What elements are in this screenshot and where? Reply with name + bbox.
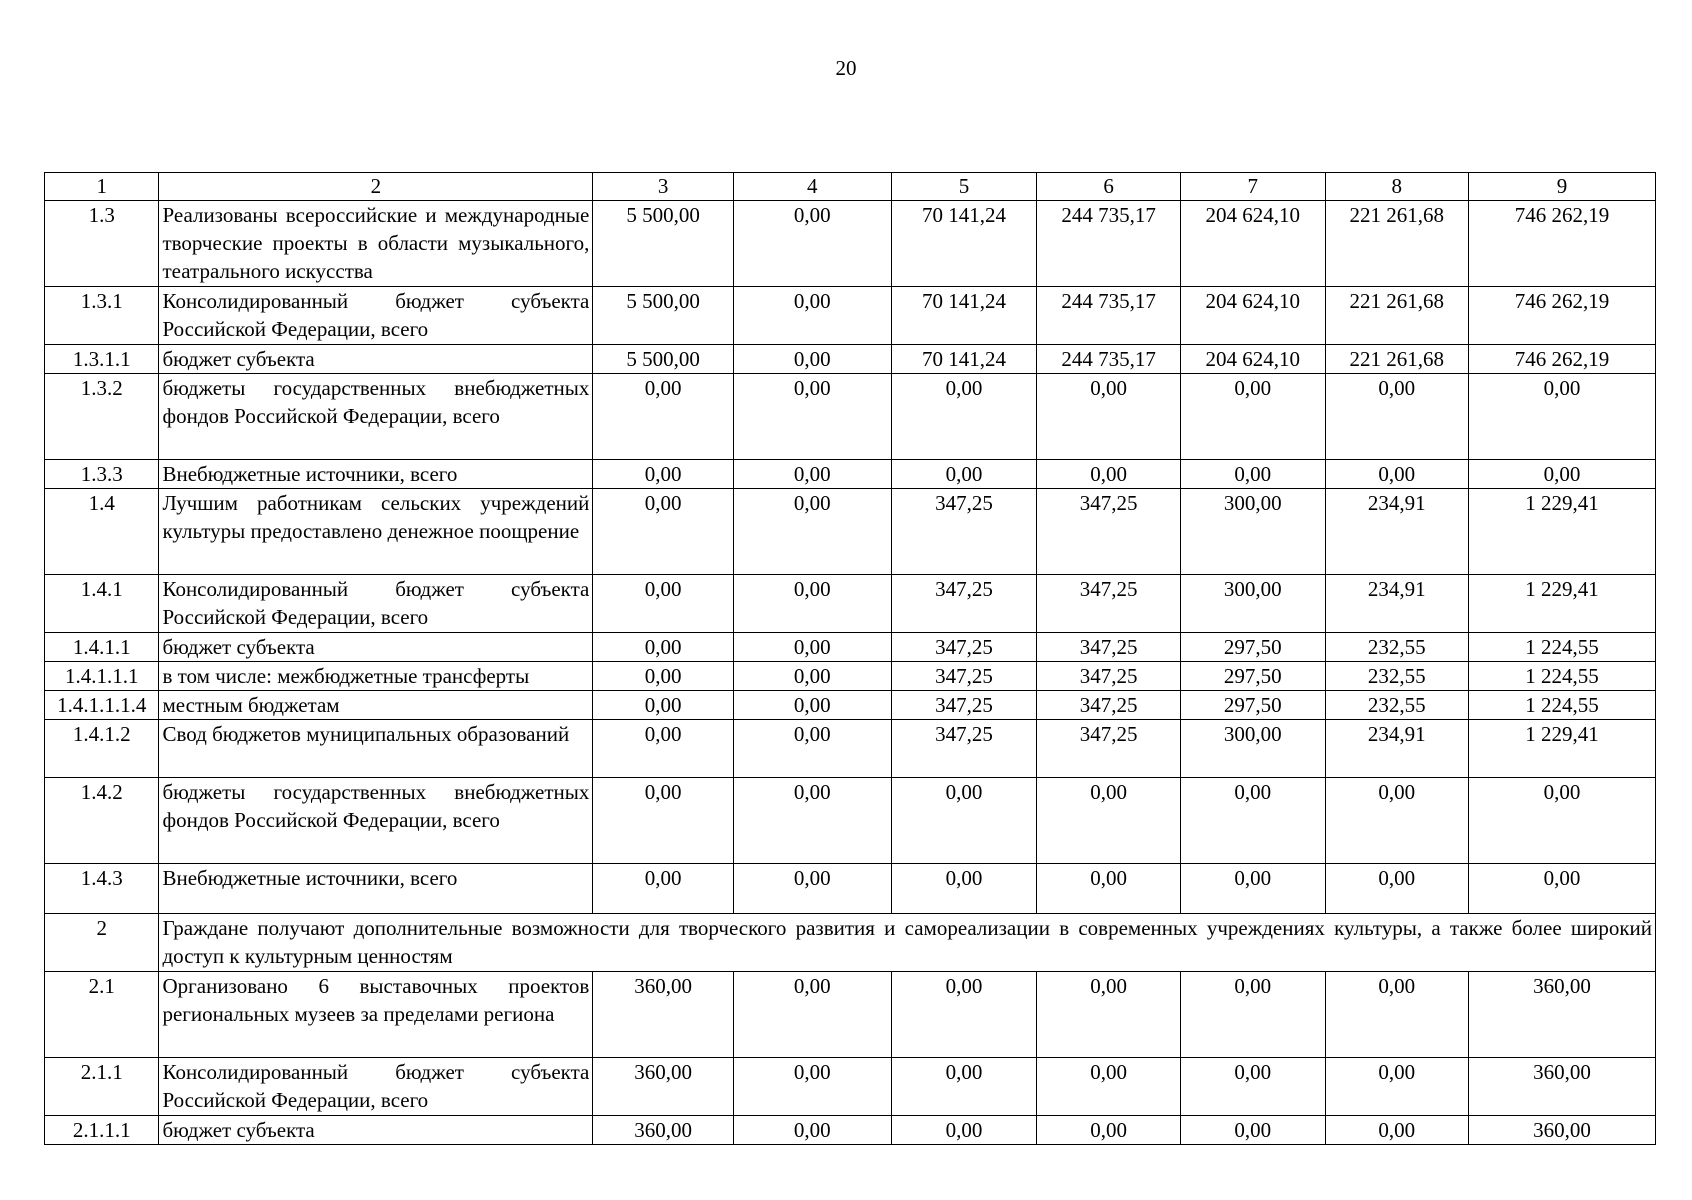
row-number: 2 [45,914,159,972]
value-cell: 0,00 [733,864,891,914]
header-cell: 3 [593,173,734,201]
value-cell: 297,50 [1180,633,1325,662]
row-description: Консолидированный бюджет субъекта Российской Федерации, всего [159,1058,593,1116]
value-cell: 221 261,68 [1325,287,1469,345]
value-cell: 0,00 [1469,864,1656,914]
value-cell: 300,00 [1180,720,1325,778]
value-cell: 244 735,17 [1037,201,1181,287]
value-cell: 360,00 [1469,972,1656,1058]
value-cell: 1 229,41 [1469,489,1656,575]
row-number: 1.4.1 [45,575,159,633]
row-description: Организовано 6 выставочных проектов региональных музеев за пределами региона [159,972,593,1058]
table-row [45,662,1656,691]
value-cell: 1 229,41 [1469,575,1656,633]
row-description: бюджеты государственных внебюджетных фондов Российской Федерации, всего [159,778,593,864]
table-row [45,633,1656,662]
value-cell: 0,00 [593,778,734,864]
value-cell: 0,00 [733,633,891,662]
value-cell: 0,00 [1469,460,1656,489]
value-cell: 0,00 [1180,778,1325,864]
value-cell: 360,00 [1469,1058,1656,1116]
row-description: Консолидированный бюджет субъекта Российской Федерации, всего [159,575,593,633]
value-cell: 5 500,00 [593,201,734,287]
budget-table [44,172,1656,1145]
value-cell: 0,00 [1325,778,1469,864]
row-number: 1.4 [45,489,159,575]
value-cell: 347,25 [891,633,1037,662]
value-cell: 0,00 [733,345,891,374]
row-description: в том числе: межбюджетные трансферты [159,662,593,691]
table-row [45,1116,1656,1145]
value-cell: 0,00 [733,691,891,720]
value-cell: 0,00 [733,1116,891,1145]
value-cell: 0,00 [593,691,734,720]
value-cell: 347,25 [1037,575,1181,633]
value-cell: 70 141,24 [891,287,1037,345]
value-cell: 221 261,68 [1325,345,1469,374]
value-cell: 0,00 [1469,778,1656,864]
page-number: 20 [835,56,857,80]
value-cell: 1 224,55 [1469,662,1656,691]
value-cell: 0,00 [733,972,891,1058]
table-row [45,914,1656,972]
value-cell: 347,25 [891,720,1037,778]
value-cell: 0,00 [733,460,891,489]
value-cell: 0,00 [733,1058,891,1116]
value-cell: 0,00 [1325,972,1469,1058]
value-cell: 0,00 [593,460,734,489]
value-cell: 360,00 [593,1058,734,1116]
value-cell: 0,00 [1180,972,1325,1058]
row-description: Внебюджетные источники, всего [159,864,593,914]
value-cell: 347,25 [891,662,1037,691]
table-header-row [45,173,1656,201]
value-cell: 0,00 [733,778,891,864]
value-cell: 347,25 [1037,662,1181,691]
value-cell: 0,00 [1325,374,1469,460]
value-cell: 0,00 [1325,460,1469,489]
table-row [45,489,1656,575]
value-cell: 0,00 [1037,460,1181,489]
value-cell: 347,25 [1037,691,1181,720]
value-cell: 0,00 [1037,778,1181,864]
row-number: 1.4.1.1.1 [45,662,159,691]
value-cell: 360,00 [593,1116,734,1145]
value-cell: 0,00 [1037,864,1181,914]
row-number: 2.1.1.1 [45,1116,159,1145]
value-cell: 232,55 [1325,662,1469,691]
header-cell: 8 [1325,173,1469,201]
table-row [45,720,1656,778]
row-number: 1.3.1.1 [45,345,159,374]
row-number: 1.4.1.1.1.4 [45,691,159,720]
value-cell: 0,00 [891,1058,1037,1116]
value-cell: 0,00 [1037,1116,1181,1145]
row-description: бюджет субъекта [159,633,593,662]
table-row [45,1058,1656,1116]
value-cell: 0,00 [1325,864,1469,914]
value-cell: 0,00 [593,374,734,460]
value-cell: 360,00 [593,972,734,1058]
header-cell: 6 [1037,173,1181,201]
value-cell: 0,00 [1325,1058,1469,1116]
value-cell: 1 229,41 [1469,720,1656,778]
row-description: Консолидированный бюджет субъекта Российской Федерации, всего [159,287,593,345]
table-row [45,460,1656,489]
value-cell: 0,00 [1180,1116,1325,1145]
value-cell: 0,00 [1180,1058,1325,1116]
value-cell: 0,00 [593,720,734,778]
value-cell: 232,55 [1325,691,1469,720]
value-cell: 300,00 [1180,575,1325,633]
value-cell: 1 224,55 [1469,691,1656,720]
value-cell: 244 735,17 [1037,345,1181,374]
row-number: 1.3.1 [45,287,159,345]
row-number: 1.4.3 [45,864,159,914]
value-cell: 347,25 [891,691,1037,720]
header-cell: 2 [159,173,593,201]
value-cell: 746 262,19 [1469,201,1656,287]
value-cell: 0,00 [593,633,734,662]
value-cell: 0,00 [1037,972,1181,1058]
value-cell: 0,00 [1180,374,1325,460]
value-cell: 0,00 [891,864,1037,914]
value-cell: 0,00 [733,720,891,778]
table-row [45,864,1656,914]
value-cell: 204 624,10 [1180,345,1325,374]
value-cell: 204 624,10 [1180,201,1325,287]
value-cell: 0,00 [733,287,891,345]
row-description: Граждане получают дополнительные возможности для творческого развития и самореализации в современных учреждениях культуры, а также более широкий доступ к культурным ценностям [159,914,1656,972]
row-description: Внебюджетные источники, всего [159,460,593,489]
table-row [45,778,1656,864]
header-cell: 7 [1180,173,1325,201]
value-cell: 234,91 [1325,489,1469,575]
row-description: бюджет субъекта [159,1116,593,1145]
table-row [45,287,1656,345]
value-cell: 244 735,17 [1037,287,1181,345]
value-cell: 0,00 [733,374,891,460]
value-cell: 5 500,00 [593,345,734,374]
value-cell: 0,00 [733,662,891,691]
value-cell: 0,00 [733,201,891,287]
row-number: 1.3.2 [45,374,159,460]
row-number: 1.3.3 [45,460,159,489]
table-row [45,201,1656,287]
value-cell: 746 262,19 [1469,345,1656,374]
value-cell: 0,00 [891,778,1037,864]
value-cell: 234,91 [1325,575,1469,633]
row-number: 2.1 [45,972,159,1058]
header-cell: 1 [45,173,159,201]
value-cell: 70 141,24 [891,201,1037,287]
value-cell: 0,00 [593,662,734,691]
value-cell: 232,55 [1325,633,1469,662]
header-cell: 9 [1469,173,1656,201]
value-cell: 221 261,68 [1325,201,1469,287]
value-cell: 70 141,24 [891,345,1037,374]
value-cell: 0,00 [1180,460,1325,489]
row-number: 2.1.1 [45,1058,159,1116]
value-cell: 5 500,00 [593,287,734,345]
table-row [45,374,1656,460]
table-row [45,575,1656,633]
value-cell: 0,00 [593,864,734,914]
value-cell: 234,91 [1325,720,1469,778]
value-cell: 0,00 [891,460,1037,489]
row-number: 1.4.1.1 [45,633,159,662]
value-cell: 0,00 [1037,1058,1181,1116]
value-cell: 204 624,10 [1180,287,1325,345]
row-description: бюджет субъекта [159,345,593,374]
row-description: Свод бюджетов муниципальных образований [159,720,593,778]
value-cell: 360,00 [1469,1116,1656,1145]
value-cell: 347,25 [891,489,1037,575]
value-cell: 347,25 [1037,633,1181,662]
value-cell: 0,00 [1325,1116,1469,1145]
value-cell: 347,25 [891,575,1037,633]
row-number: 1.3 [45,201,159,287]
value-cell: 0,00 [891,374,1037,460]
value-cell: 1 224,55 [1469,633,1656,662]
row-description: Реализованы всероссийские и международные творческие проекты в области музыкального, театрального искусства [159,201,593,287]
table-row [45,972,1656,1058]
header-cell: 4 [733,173,891,201]
value-cell: 347,25 [1037,720,1181,778]
table-row [45,691,1656,720]
value-cell: 0,00 [593,489,734,575]
row-number: 1.4.1.2 [45,720,159,778]
row-description: местным бюджетам [159,691,593,720]
value-cell: 0,00 [891,1116,1037,1145]
row-number: 1.4.2 [45,778,159,864]
row-description: бюджеты государственных внебюджетных фондов Российской Федерации, всего [159,374,593,460]
value-cell: 0,00 [593,575,734,633]
value-cell: 300,00 [1180,489,1325,575]
value-cell: 0,00 [1037,374,1181,460]
value-cell: 347,25 [1037,489,1181,575]
value-cell: 0,00 [891,972,1037,1058]
value-cell: 0,00 [733,575,891,633]
value-cell: 297,50 [1180,662,1325,691]
value-cell: 0,00 [1180,864,1325,914]
value-cell: 746 262,19 [1469,287,1656,345]
header-cell: 5 [891,173,1037,201]
value-cell: 0,00 [1469,374,1656,460]
table-row [45,345,1656,374]
row-description: Лучшим работникам сельских учреждений культуры предоставлено денежное поощрение [159,489,593,575]
value-cell: 0,00 [733,489,891,575]
value-cell: 297,50 [1180,691,1325,720]
